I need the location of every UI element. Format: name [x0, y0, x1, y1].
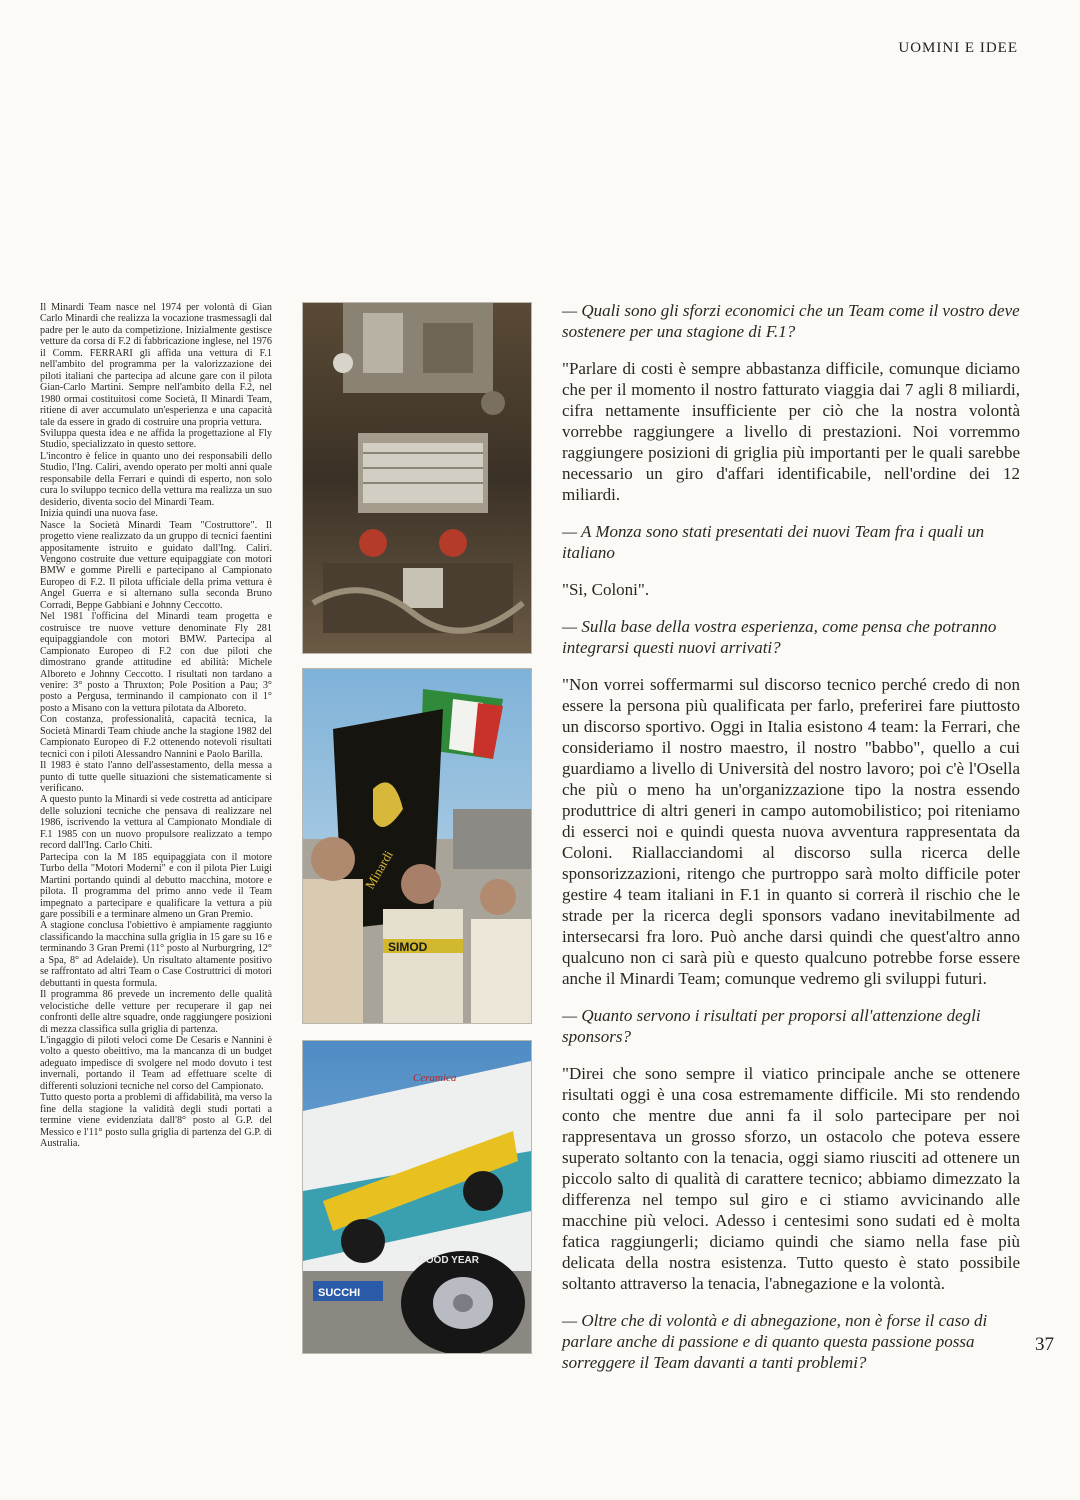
history-paragraph: Il 1983 è stato l'anno dell'assestamento, della messa a punto di tutte quelle situazioni che sistematicamente si verificano.: [40, 760, 272, 795]
interview-answer: "Non vorrei soffermarmi sul discorso tecnico perché credo di non essere la persona più qualificata per farlo, preferirei fare piuttosto un discorso sportivo. Oggi in Italia esistono 4 team: la Ferrari, che consideriamo il nostro maestro, il nostro "babbo", quello a cui guardiamo a livello di Università del nostro lavoro; poi c'è l'Osella che più o meno ha un'organizzazione tipo la nostra essendo produttrice di altri generi in campo automobilistico; poi riteniamo di esserci noi e quindi questa nuova avventura rappresentata da Coloni. Riallacciandomi al discorso sulla ricerca delle sponsorizzazioni, ritengo che purtroppo sarà molto difficile poter gestire 4 team italiani in F.1 in quanto si correrà il rischio che le strade per la ricerca degli sponsors vadano inevitabilmente ad intersecarsi fra loro. Può anche darsi quindi che quest'altro anno qualcuno non ci sarà più e questo qualcuno potrebbe forse essere anche il Minardi Team; comunque vedremo gli sviluppi futuri.: [562, 675, 1020, 988]
driver-flag-image: [303, 669, 531, 1023]
interview-question: — Quanto servono i risultati per proporsi all'attenzione degli sponsors?: [562, 1006, 981, 1046]
interview-question: — Oltre che di volontà e di abnegazione, non è forse il caso di parlare anche di passione e di quanto questa passione possa sorreggere il Team davanti a tanti problemi?: [562, 1311, 988, 1372]
driver-flag-photo: [302, 668, 532, 1024]
history-paragraph: Partecipa con la M 185 equipaggiata con il motore Turbo della "Motori Moderni" e con il pilota Pier Luigi Martini portando quindi al debutto macchina, motore e pilota. Il programma del primo anno vede il Team impegnato a partecipare e qualificare la vettura a più gare possibili e a terminare almeno un Gran Premio.: [40, 851, 272, 921]
shirt-text: SIMOD: [388, 940, 428, 954]
flag-text: Minardi: [361, 847, 396, 892]
history-paragraph: Nasce la Società Minardi Team "Costruttore". Il progetto viene realizzato da un gruppo di tecnici faentini appositamente istruito e guidato dall'Ing. Caliri. Vengono costruite due vetture equipaggiate con motori BMW e gomme Pirelli e partecipano al Campionato Europeo di F.2. Il pilota ufficiale della prima vettura è Angel Guerra e si alternano sulla seconda Bruno Corradi, Beppe Gabbiani e Johnny Ceccotto.: [40, 519, 272, 611]
history-paragraph: A questo punto la Minardi si vede costretta ad anticipare delle soluzioni tecniche che pensava di realizzare nel 1986, iscrivendo la vettura al Campionato Mondiale di F.1 1985 con un nuovo propulsore realizzato a tempo record dall'Ing. Carlo Chiti.: [40, 794, 272, 852]
history-paragraph: Nel 1981 l'officina del Minardi team progetta e costruisce tre nuove vetture denominate Fly 281 equipaggiandole con motori BMW. Partecipa al Campionato Europeo di F.2 con due piloti che dimostrano grande attitudine ed abilità: Michele Alboreto e Johnny Ceccotto. I risultati non tardano a venire: 3° posto a Thruxton; Pole Position a Pau; 3° posto a Pergusa, terminando il campionato con il 1° posto a Misano con la vettura pilotata da Alboreto.: [40, 611, 272, 714]
sponsor-text: SUCCHI: [318, 1287, 361, 1299]
interview-column: [562, 300, 1020, 1389]
history-paragraph: Il Minardi Team nasce nel 1974 per volontà di Gian Carlo Minardi che realizza la vocazione trasmessagli dal padre per le auto da competizione. Inizialmente gestisce vetture da corsa di F.2 di fabbricazione inglese, nel 1976 il Comm. FERRARI gli affida una vettura di F.1 nell'ambito del programma per la valorizzazione dei piloti italiani che partecipa ad alcune gare con il pilota Gian-Carlo Martini. Sempre nell'ambito della F.2, nel 1980 ormai costituitosi come Società, Il Minardi Team, ritiene di aver accumulato un'esperienza e una capacità tale da essere in grado di costruire una propria vettura.: [40, 302, 272, 428]
history-paragraph: A stagione conclusa l'obiettivo è ampiamente raggiunto classificando la macchina sulla griglia in 15 gare su 16 e terminando 3 Gran Premi (11° posto al Nurburgring, 12° a Spa, 8° ad Adelaide). Un risultato altamente positivo se raffrontato ad altri Team o Case Costruttrici di motori debuttanti in questa formula.: [40, 920, 272, 989]
interview-question: — Sulla base della vostra esperienza, come pensa che potranno integrarsi questi nuovi arrivati?: [562, 617, 997, 657]
transporter-image: [303, 1041, 531, 1353]
transporter-photo: [302, 1040, 532, 1354]
interview-question: — A Monza sono stati presentati dei nuovi Team fra i quali un italiano: [562, 522, 985, 562]
section-header: UOMINI E IDEE: [898, 40, 1018, 56]
engine-bay-image: [303, 303, 531, 653]
interview-answer: "Si, Coloni".: [562, 580, 650, 599]
interview-answer: "Parlare di costi è sempre abbastanza difficile, comunque diciamo che per il momento il nostro fatturato viaggia dai 7 agli 8 miliardi, cifra nettamente insufficiente per ciò che la nostra volontà vorrebbe raggiungere a livello di prestazioni. Noi vorremmo raggiungere posizioni di griglia più importanti per le quali sarebbe necessario un giro d'affari identificabile, nell'ordine dei 12 miliardi.: [562, 359, 1020, 504]
history-paragraph: Sviluppa questa idea e ne affida la progettazione al Fly Studio, specializzato in questo settore.: [40, 427, 272, 451]
history-paragraph: Con costanza, professionalità, capacità tecnica, la Società Minardi Team chiude anche la stagione 1982 del Campionato Europeo di F.2 ottenendo notevoli risultati tecnici con i piloti Alessandro Nannini e Paolo Barilla.: [40, 714, 272, 760]
page-number: 37: [1035, 1334, 1054, 1355]
engine-bay-photo: [302, 302, 532, 654]
history-paragraph: Il programma 86 prevede un incremento delle qualità velocistiche delle vetture per recuperare il gap nei confronti delle altre squadre, onde raggiungere posizioni di mezza classifica sulla griglia di partenza.: [40, 989, 272, 1035]
interview-answer: "Direi che sono sempre il viatico principale anche se ottenere risultati oggi è una cosa estremamente difficile. Mi sto rendendo conto che mentre due anni fa il solo partecipare per noi rappresentava un grosso sforzo, un ostacolo che poteva essere superato soltanto con la tenacia, oggi siamo riusciti ad ottenere un piccolo salto di qualità di carattere tecnico; abbiamo dimezzato la differenza nel tempo sul giro e ci stiamo avvicinando alle macchine più veloci. Adesso i centesimi sono sudati ed è molta fatica raggiungerli; diciamo quindi che siamo nella fase più delicata della nostra esistenza. Tutto questo è stato possibile soltanto attraverso la tenacia, l'abnegazione e la volontà.: [562, 1064, 1020, 1293]
history-paragraph: Inizia quindi una nuova fase.: [40, 508, 158, 520]
history-paragraph: Tutto questo porta a problemi di affidabilità, ma verso la fine della stagione la validità degli studi portati a termine viene evidenziata dall'8° posto al G.P. del Messico e l'11° posto sulla griglia di partenza del G.P. di Australia.: [40, 1092, 272, 1150]
history-paragraph: L'incontro è felice in quanto uno dei responsabili dello Studio, l'Ing. Caliri, avendo operato per molti anni quale responsabile della Ferrari e quindi di esperto, non solo cura lo sviluppo tecnico della vettura ma realizza un suo desiderio, diventa socio del Minardi Team.: [40, 450, 272, 508]
interview-question: — Quali sono gli sforzi economici che un Team come il vostro deve sostenere per una stagione di F.1?: [562, 301, 1020, 341]
history-paragraph: L'ingaggio di piloti veloci come De Cesaris e Nannini è volto a questo obeittivo, ma la mancanza di un budget adeguato impedisce di svolgere nel modo dovuto i test invernali, portando il Team ad effettuare scelte di differenti soluzioni tecniche nel corso del Campionato.: [40, 1035, 272, 1092]
truck-text: Ceramica: [413, 1072, 457, 1084]
tyre-text: GOOD YEAR: [418, 1255, 479, 1266]
history-column: [40, 302, 272, 1150]
